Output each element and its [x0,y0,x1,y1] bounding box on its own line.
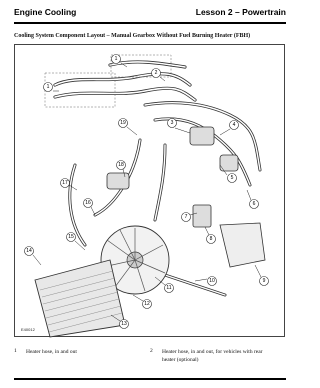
svg-text:15: 15 [68,234,74,240]
section-title: Cooling System Component Layout – Manual Gearbox Without Fuel Burning Heater (FBH) [14,33,251,39]
page-header [0,0,300,22]
svg-text:10: 10 [209,278,215,284]
svg-text:9: 9 [262,278,266,284]
svg-text:7: 7 [184,214,188,220]
figure-reference-code: E40012 [21,327,35,332]
legend-number: 1 [14,348,17,354]
callout-10 [208,277,217,286]
svg-text:5: 5 [230,175,234,181]
callout-18 [117,161,126,170]
callout-13 [120,320,129,329]
header-lesson-title: Lesson 2 – Powertrain [195,7,286,17]
callout-17 [61,179,70,188]
svg-text:1: 1 [114,56,118,62]
callout-7 [182,213,191,222]
callout-2 [152,69,161,78]
svg-text:1: 1 [46,84,50,90]
callout-16 [84,199,93,208]
svg-text:8: 8 [209,236,213,242]
legend-text: Heater hose, in and out, for vehicles with rear heater (optional) [162,349,263,363]
svg-text:18: 18 [118,162,124,168]
callout-5 [228,174,237,183]
svg-text:2: 2 [154,70,158,76]
svg-text:17: 17 [62,180,68,186]
footer-rule [14,378,286,380]
header-section-title: Engine Cooling [14,7,77,17]
svg-text:12: 12 [144,301,150,307]
component-legend [14,348,286,372]
svg-text:11: 11 [166,285,172,291]
svg-text:19: 19 [120,120,126,126]
callout-15 [67,233,76,242]
legend-number: 2 [150,348,153,354]
svg-text:3: 3 [170,120,174,126]
legend-text: Heater hose, in and out [26,349,77,355]
callout-14 [25,247,34,256]
svg-text:16: 16 [85,200,91,206]
callout-9 [260,277,269,286]
callout-19 [119,119,128,128]
svg-text:4: 4 [232,122,236,128]
callout-1b [44,83,53,92]
svg-text:13: 13 [121,321,127,327]
callout-3 [168,119,177,128]
svg-text:6: 6 [252,201,256,207]
callout-11 [165,284,174,293]
cooling-system-illustration [14,44,285,337]
callout-8 [207,235,216,244]
callout-12 [143,300,152,309]
callout-6 [250,200,259,209]
callout-4 [230,121,239,130]
header-rule [14,22,286,24]
callout-1a [112,55,121,64]
svg-text:14: 14 [26,248,32,254]
callouts-layer [15,45,286,338]
